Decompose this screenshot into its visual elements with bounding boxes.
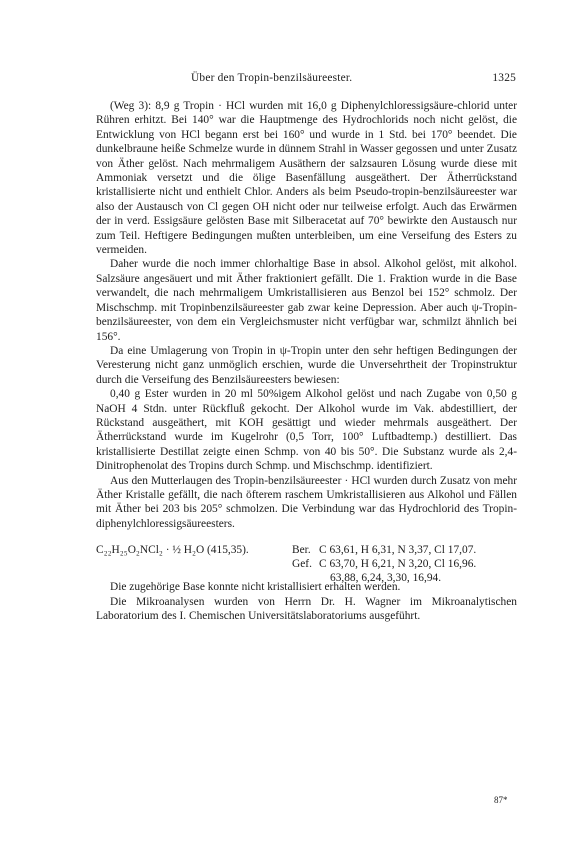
elemental-analysis — [96, 535, 517, 585]
paragraph-base: Die zugehörige Base konnte nicht kristallisiert erhalten werden. — [110, 581, 401, 594]
paragraph-saponification: 0,40 g Ester wurden in 20 ml 50%igem Alkohol gelöst und nach Zugabe von 0,50 g NaOH 4 Stdn. unter Rückfluß gekocht. Der Alkohol wurde im Vak. abdestilliert, der Rückstand ausgeäthert, mit KOH gesättigt und wieder mehrmals ausgeäthert. Der Ätherrückstand wurde im Kugelrohr (0,5 Torr, 100° Luftbadtemp.) destilliert. Das kristallisierte Destillat zeigte einen Schmp. von 40 bis 50°. Die Substanz wurde als 2,4-Dinitrophenolat des Tropins durch Schmp. und Mischschmp. identifiziert. — [96, 388, 517, 473]
paragraph-fractionation: Daher wurde die noch immer chlorhaltige Base in absol. Alkohol gelöst, mit alkohol. Salzsäure angesäuert und mit Äther fraktioniert gefällt. Die 1. Fraktion wurde in die Base verwandelt, die nach mehrmaligem Umkristallisieren aus Benzol bei 152° schmolz. Der Mischschmp. mit Tropinbenzilsäureester gab zwar keine Depression. Aber auch ψ-Tropin-benzilsäureester, von dem ein Vergleichsmuster nicht verfügbar war, schmilzt ähnlich bei 156°. — [96, 258, 517, 343]
running-title: Über den Tropin-benzilsäureester. — [191, 72, 353, 84]
found-values-1: C 63,70, H 6,21, N 3,20, Cl 16,96. — [319, 558, 477, 571]
calculated-label: Ber. — [292, 544, 311, 557]
molecular-formula: C₂₂H₂₅O₂NCl₂ · ½ H₂O (415,35). — [96, 544, 249, 557]
calculated-values: C 63,61, H 6,31, N 3,37, Cl 17,07. — [319, 544, 477, 557]
paragraph-rearrangement: Da eine Umlagerung von Tropin in ψ-Tropin unter den sehr heftigen Bedingungen der Veresterung nicht ganz unmöglich erschien, wurde die Unversehrtheit der Tropinstruktur durch die Verseifung des Benzilsäureesters bewiesen: — [96, 344, 517, 386]
main-text — [96, 99, 517, 623]
paragraph-method: (Weg 3): 8,9 g Tropin · HCl wurden mit 16,0 g Diphenylchloressigsäure-chlorid unter Rühren erhitzt. Bei 140° war die Hauptmenge des Hydrochlorids noch nicht gelöst, die Entwicklung von HCl begann erst bei 160° und wurde in 1 Std. bei 170° beendet. Die dunkelbraune heiße Schmelze wurde in dünnem Strahl in Wasser gegossen und unter Zusatz von Äther gelöst. Nach mehrmaligem Ausäthern der salzsauren Lösung wurde diese mit Ammoniak versetzt und die ölige Basenfällung ausgeäthert. Der Ätherrückstand kristallisierte nicht und enthielt Chlor. Anders als beim Pseudo-tropin-benzilsäureester war also der Austausch von Cl gegen OH nicht oder nur teilweise erfolgt. Auch das Erwärmen der in verd. Essigsäure gelösten Base mit Silberacetat auf 70° bewirkte den Austausch nur zum Teil. Heftigere Bedingungen mußten unterbleiben, um eine Verseifung des Esters zu vermeiden. — [96, 100, 517, 257]
found-values-2: 63,88, 6,24, 3,30, 16,94. — [330, 572, 442, 585]
signature-mark: 87* — [494, 795, 508, 805]
paragraph-mother-liquors: Aus den Mutterlaugen des Tropin-benzilsäureester · HCl wurden durch Zusatz von mehr Äther Kristalle gefällt, die nach öfterem raschem Umkristallisieren aus Alkohol und Fällen mit Äther bei 203 bis 205° schmolzen. Die Verbindung war das Hydrochlorid des Tropin-diphenylchloressigsäureesters. — [96, 474, 517, 530]
paragraph-acknowledgement: Die Mikroanalysen wurden von Herrn Dr. H. Wagner im Mikroanalytischen Laboratorium des I. Chemischen Universitätslaboratoriums ausgeführt. — [96, 595, 517, 622]
found-label: Gef. — [292, 558, 312, 571]
page-number: 1325 — [492, 72, 516, 84]
page-header — [96, 71, 516, 87]
